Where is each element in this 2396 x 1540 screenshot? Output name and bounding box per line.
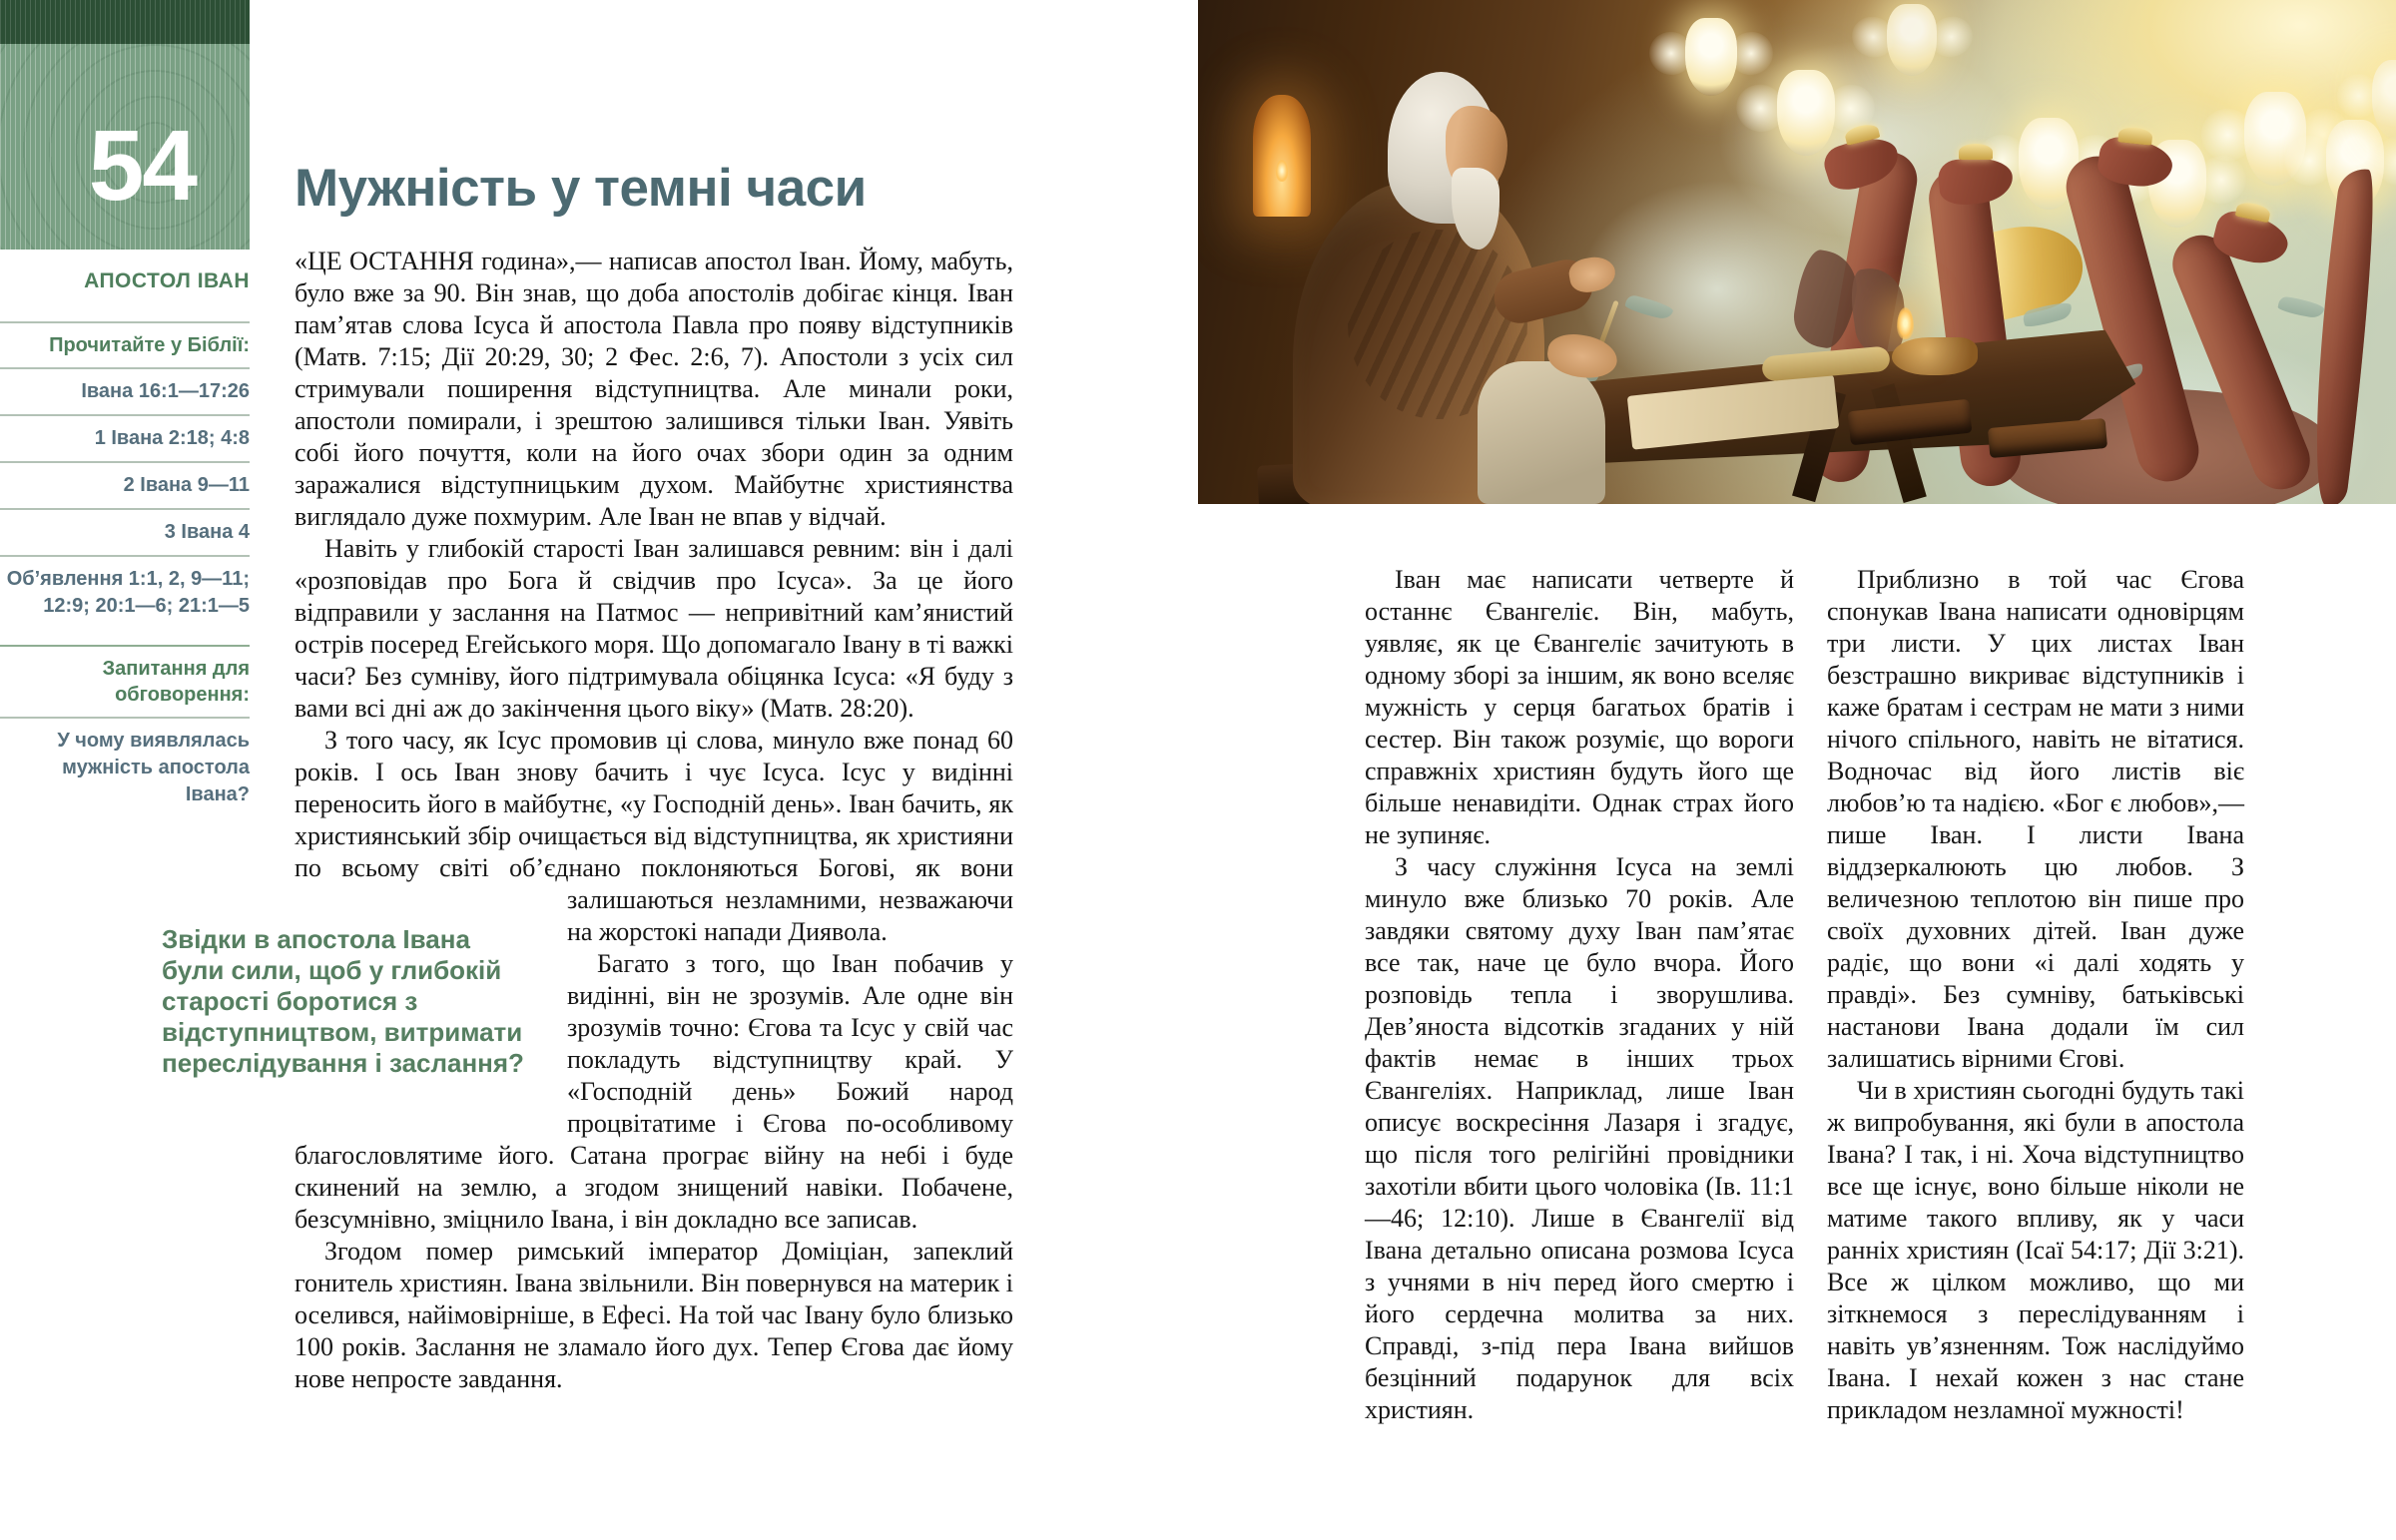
paragraph-9: Чи в християн сьогодні будуть такі ж випробування, які були в апостола Івана? І так, і ні. Хоча відступництво все ще існує, воно більше ніколи не матиме такого впливу, як у часи ранніх християн (Ісаї 54:17; Дії 3:21). Все ж цілком можливо, що ми зіткнемося з переслідуванням і навіть ув’язненням. Тож наслідуймо Івана. І нехай кожен з нас стане прикладом незламної мужності! [1827, 1076, 2244, 1424]
angel-figure [1777, 70, 1835, 156]
sidebar-read-heading: Прочитайте у Біблії: [0, 321, 250, 367]
paragraph-2: Навіть у глибокій старості Іван залишався ревним: він і далі «розповідав про Бога й свідчив про Ісуса». За це його відправили у заслання на Патмос — непривітний кам’янистий острів посеред Егейського моря. Що допомагало Івану в ті важкі часи? Без сумніву, його підтримувала обіцянка Ісуса: «Я буду з вами всі дні аж до закінчення цього віку» (Матв. 28:20). [295, 534, 1013, 723]
paragraph-5: Згодом помер римський імператор Доміціан, запеклий гонитель християн. Івана звільнили. Він повернувся на материк і оселився, найімовірніше, в Ефесі. На той час Івану було близько 100 років. Заслання не зламало його дух. Тепер Єгова дає йому нове непросте завдання. [295, 1237, 1013, 1393]
apostle-john-tunic [1478, 361, 1605, 504]
paragraph-3-before-quote: З того часу, як Ісус промовив ці слова, минуло вже понад 60 років. І ось Іван знову бачить і чує Ісуса. Ісус у видінні переносить його в майбутнє, «у Господній день». Іван бачить, як християнський збір очищається від відступництва, як християни по всьому світі об’єднано поклоняються Богові, як вони [295, 726, 1013, 882]
article-right-column [1827, 564, 2244, 1426]
dragon-crown [2117, 126, 2152, 145]
paragraph-6: Іван має написати четверте й останнє Євангеліє. Він, мабуть, уявляє, як це Євангеліє зачитують в одному зборі за іншим, як воно вселяє мужність у серця багатьох братів і сестер. Він також розуміє, що вороги справжніх християн будуть його ще більше ненавидіти. Однак страх його не зупиняє. [1365, 565, 1794, 849]
sidebar-reading-item: Об’явлення 1:1, 2, 9—11; 12:9; 20:1—6; 21:1—5 [0, 555, 250, 629]
dragon-crown [1959, 144, 1993, 160]
oil-lamp [1892, 337, 1978, 375]
paragraph-4: Багато з того, що Іван побачив у видінні, він не зрозумів. Але одне він зрозумів точно: Єгова та Ісус у свій час покладуть відступництву край. У «Господній день» Божий народ процвітатиме і Єгова по-особливому благословлятиме його. Сатана програє війну на небі і буде скинений на землю, а згодом знищений навіки. Побачене, безсумнівно, зміцнило Івана, і він докладно все записав. [295, 949, 1013, 1234]
sidebar-reading-item: Івана 16:1—17:26 [0, 367, 250, 414]
sidebar-topic: АПОСТОЛ ІВАН [84, 269, 250, 292]
angel-figure [1887, 4, 1937, 76]
lesson-box-dark-band [0, 0, 250, 44]
lesson-number: 54 [88, 110, 196, 222]
article-middle-column [1365, 564, 1794, 1426]
sidebar [0, 250, 250, 817]
lesson-number-box [0, 0, 250, 250]
sidebar-reading-item: 2 Івана 9—11 [0, 461, 250, 508]
paragraph-7: З часу служіння Ісуса на землі минуло вже близько 70 років. Але завдяки святому духу Іван пам’ятає все так, наче це було вчора. Його розповідь тепла і зворушлива. Дев’яноста відсотків згаданих у ній фактів немає в інших трьох Євангеліях. Наприклад, лише Іван описує воскресіння Лазаря і згадує, що після того релігійні провідники захотіли вбити цього чоловіка (Ів. 11:1—46; 12:10). Лише в Євангелії від Івана детально описана розмова Ісуса з учнями в ніч перед його смертю і його сердечна молитва за них. Справді, з-під пера Івана вийшов безцінний подарунок для всіх християн. [1365, 852, 1794, 1424]
pull-quote: Звідки в апостола Івана були сили, щоб у глибокій старості боротися з відступництвом, витримати переслідування і заслання? [162, 924, 524, 1078]
sidebar-question: У чому виявлялась мужність апостола Івана? [0, 717, 250, 817]
paragraph-8: Приблизно в той час Єгова спонукав Івана написати одновірцям три листи. У цих листах Іван безстрашно викриває відступників і каже братам і сестрам не мати з ними нічого спільного, навіть не вітатися. Водночас від його листів віє любов’ю та надією. «Бог є любов»,— пише Іван. І листи Івана віддзеркалюють цю любов. З величезною теплотою він пише про своїх духовних дітей. Іван дуже радіє, що вони «і далі ходять у правді». Без сумніву, батьківські настанови Івана додали їм сил залишатись вірними Єгові. [1827, 565, 2244, 1073]
niche-flame [1276, 160, 1288, 182]
paragraph-3-after-quote: залишаються незламними, незважаючи на жорстокі напади Диявола. [567, 885, 1013, 946]
paragraph-1: «ЦЕ ОСТАННЯ година»,— написав апостол Іван. Йому, мабуть, було вже за 90. Він знав, що доба апостолів добігає кінця. Іван пам’ятав слова Ісуса й апостола Павла про появу відступників (Матв. 7:15; Дії 20:29, 30; 2 Фес. 2:6, 7). Апостоли з усіх сил стримували поширення відступництва. Але минали роки, апостоли помирали, і зрештою залишився тільки Іван. Уявіть собі його почуття, коли на його очах збори один за одним заражалися відступницьким духом. Майбутнє християнства виглядало дуже похмурим. Але Іван не впав у відчай. [295, 247, 1013, 531]
sidebar-reading-item: 1 Івана 2:18; 4:8 [0, 414, 250, 461]
lamp-flame [1897, 307, 1914, 339]
sidebar-reading-item: 3 Івана 4 [0, 508, 250, 555]
falling-spirit [2277, 295, 2325, 319]
article-title: Мужність у темні часи [295, 159, 867, 218]
angel-figure [1685, 18, 1737, 96]
paragraph-3 [162, 725, 1013, 1078]
wall-niche-lamp [1253, 95, 1311, 217]
vision-illustration [1198, 0, 2396, 504]
sidebar-questions-heading: Запитання для обговорення: [0, 645, 250, 717]
